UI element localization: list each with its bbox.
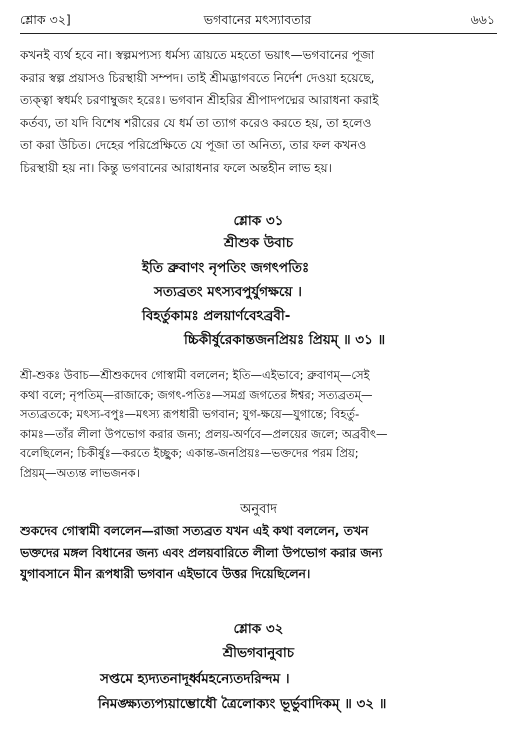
page-number: ৬৬১ [470,12,495,27]
synonyms-line: সত্যব্রতকে; মৎস্য-বপুঃ—মৎস্য রূপধারী ভগবান; যুগ-ক্ষয়ে—যুগান্তে; বিহর্তু- [20,407,360,421]
translation-heading: অনুবাদ [240,502,277,517]
verse-line: ইতি ব্রুবাণং নৃপতিং জগৎপতিঃ [142,260,310,276]
synonyms-line: কামঃ—তাঁর লীলা উপভোগ করার জন্য; প্রলয়-অর্ণবে—প্রলয়ের জলে; অব্রবীৎ— [20,426,388,441]
verse-32-title-block [0,618,517,641]
running-header [20,10,495,32]
synonyms-line: প্রিয়ম্—অত্যন্ত লাভজনক। [20,465,140,480]
header-verse-ref: শ্লোক ৩২] [20,12,71,27]
synonyms-line: কথা বলে; নৃপতিম্—রাজাকে; জগৎ-পতিঃ—সমগ্র জগতের ঈশ্বর; সত্যব্রতম্— [20,387,373,402]
translation-line: ভক্তদের মঙ্গল বিধানের জন্য এবং প্রলয়বারিতে লীলা উপভোগ করার জন্য [20,545,383,560]
translation-line: যুগাবসানে মীন রূপধারী ভগবান এইভাবে উত্তর দিয়েছিলেন। [20,567,311,581]
synonyms-paragraph [20,366,495,483]
verse-31-title-block [0,210,517,233]
header-rule [20,33,497,34]
verse-line: সপ্তমে হ্যদ্যতনাদূর্ধ্বমহন্যেতদরিন্দম । [100,671,290,687]
synonyms-line: বলেছিলেন; চিকীর্ষুঃ—করতে ইচ্ছুক; একান্ত-জনপ্রিয়ঃ—ভক্তদের পরম প্রিয়; [20,446,359,460]
verse-line: নিমঙ্ক্ষ্যত্যপ্যয়াম্ভোধৌ ত্রৈলোক্যং ভূর্ভুবাদিকম্ ॥ ৩২ ॥ [98,696,387,712]
verse-line: সত্যব্রতং মৎস্যবপুর্যুগক্ষয়ে । [154,284,302,300]
synonyms-line: শ্রী-শুকঃ উবাচ—শ্রীশুকদেব গোস্বামী বললেন; ইতি—এইভাবে; ব্রুবাণম্—সেই [20,368,370,382]
purport-line: ত্যক্ত্বা স্বধর্মং চরণাম্বুজং হরেঃ। ভগবান শ্রীহরির শ্রীপাদপদ্মের আরাধনা করাই [20,93,379,107]
purport-paragraph [20,44,495,179]
verse-title: শ্লোক ৩২ [233,621,284,637]
purport-line: তা করা উচিত। দেহের পরিপ্রেক্ষিতে যে পূজা তা অনিত্য, তার ফল কখনও [20,138,367,152]
verse-31-speaker-block [0,232,517,255]
header-chapter-title: ভগবানের মৎস্যাবতার [203,12,312,27]
verse-speaker: শ্রীভগবানুবাচ [222,645,295,661]
verse-title: শ্লোক ৩১ [233,213,284,229]
verse-speaker: শ্রীশুক উবাচ [223,235,294,251]
purport-line: কখনই ব্যর্থ হবে না। স্বল্পমপ্যস্য ধর্মস্য ত্রায়তে মহতো ভয়াৎ—ভগবানের পূজা [20,48,375,62]
purport-line: চিরস্থায়ী হয় না। কিন্তু ভগবানের আরাধনার ফলে অন্তহীন লাভ হয়। [20,160,332,175]
translation-line: শুকদেব গোস্বামী বললেন—রাজা সত্যব্রত যখন এই কথা বললেন, তখন [20,524,369,538]
purport-line: কর্তব্য, তা যদি বিশেষ শরীরের যে ধর্ম তা ত্যাগ করেও করতে হয়, তা হলেও [20,115,372,130]
verse-line: বিহর্তুকামঃ প্রলয়ার্ণবেঽব্রবী- [142,308,291,324]
verse-32-speaker-block [0,642,517,665]
translation-paragraph [20,521,495,586]
translation-heading-block [0,500,517,521]
verse-line: চ্চিকীর্ষুরেকান্তজনপ্রিয়ঃ প্রিয়ম্ ॥ ৩১ ॥ [184,332,386,348]
purport-line: করার স্বল্প প্রয়াসও চিরস্থায়ী সম্পদ। তাই শ্রীমদ্ভাগবতে নির্দেশ দেওয়া হয়েছে, [20,70,375,85]
